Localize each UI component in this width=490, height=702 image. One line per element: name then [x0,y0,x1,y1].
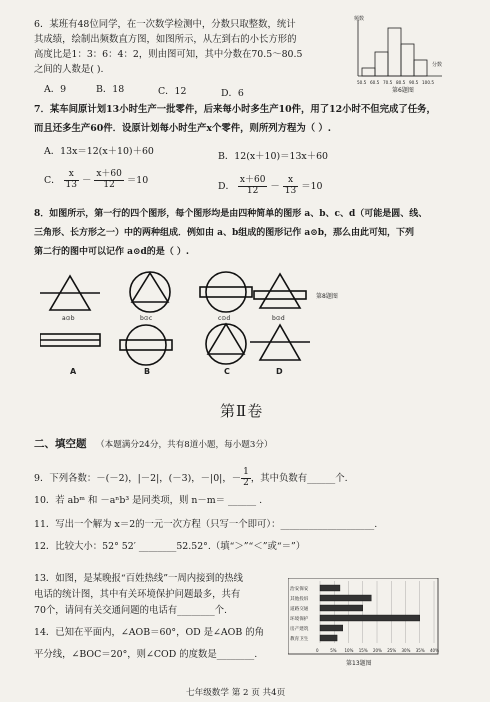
q6-hist-bar [401,44,414,76]
q6-histogram [352,14,448,94]
q13-bar-chart [288,578,444,668]
q13-line2: 电话的统计图，其中有关环境保护问题最多，共有 [34,589,241,600]
q9-frac-num: 1 [243,467,249,477]
q9 [34,468,348,489]
q7-d-frac2-den: 13 [284,185,297,196]
q8-option-label: C [224,367,230,376]
q13-bar [320,635,337,641]
q7-d-frac1-num: x＋60 [239,175,266,185]
q6-line2: 其成绩，绘制出频数直方图，如图所示，从左到右的小长方形的 [34,34,297,45]
q8-line1: 8．如图所示，第一行的四个图形，每个图形均是由四种简单的图形 a、b、c、d（可能是圆、线、 [34,209,428,219]
figure-c-odot-d [200,272,252,312]
part2-title: 二、填空题 [34,438,87,450]
volume-title: 第Ⅱ卷 [220,402,264,420]
q6-caption: 第6题图 [392,87,414,94]
q7-option-c-tail: ＝10 [126,174,149,186]
q13-bar [320,605,363,611]
q6-line3: 高度比是1：3：6：4：2，则由图可知，其中分数在70.5～80.5 [34,49,303,60]
q14-line1: 14．已知在平面内，∠AOB＝60°，OD 是∠AOB 的角 [34,627,264,638]
q13-tick-label: 10% [344,648,354,653]
q6-line4: 之间的人数是( ). [34,64,104,75]
q7-c-frac2-num: x＋60 [96,169,122,179]
part2-note: （本题满分24分，共有8道小题，每小题3分） [96,440,273,450]
q6-hist-bar [414,60,427,76]
q13-category-label: 治安保安 [290,587,309,592]
q6-hist-tick: 100.5 [422,80,434,85]
q13-bar [320,585,340,591]
q9-tail: ，其中负数有______个. [250,472,348,484]
q10-text: 10．若 abᵐ 和 －aⁿb³ 是同类项，则 n－m＝ ______ . [34,495,263,506]
q13-tick-label: 0 [316,648,319,653]
figure-option-b [120,325,172,365]
q13-tick-label: 30% [401,648,411,653]
q6-hist-bar [388,28,401,76]
q8-top-label: a⊙b [62,315,75,322]
q8-figures [40,270,380,380]
q7-line2: 而且还多生产60件．设原计划每小时生产x个零件，则所列方程为（ ）. [34,123,332,134]
q13-tick-label: 20% [373,648,382,653]
q6-hist-tick: 50.5 [357,80,367,85]
q8-option-label: D [276,367,283,376]
q9-frac-den: 2 [243,477,249,488]
q13-category-label: 环境保护 [290,617,309,622]
q7-option-d-tail: ＝10 [301,180,323,192]
figure-a-odot-b [40,276,100,310]
q9-text: 9．下列各数：－(－2)，|－2|，(－3)，－|0|，－ [34,472,242,484]
q7-option-a: A．13x＝12(x＋10)＋60 [44,146,154,157]
q6-hist-tick: 90.5 [409,80,419,85]
q7-option-c-label: C． [44,174,61,186]
q13-line1: 13．如图，是某晚报“百姓热线”一周内接到的热线 [34,573,244,584]
q6-hist-ylabel: 频数 [354,16,365,22]
q7-line1: 7．某车间原计划13小时生产一批零件，后来每小时多生产10件，用了12小时不但完成了任务， [34,104,436,115]
q8-line3: 第二行的图中可以记作 a⊙d的是（ ）. [34,247,190,257]
q13-tick-label: 25% [387,648,397,653]
q6-hist-bar [362,68,375,76]
q8-caption: 第8题图 [316,293,338,300]
q6-option-c: C．12 [158,86,187,97]
q13-tick-label: 35% [415,648,425,653]
q6-option-a: A．9 [44,84,67,95]
figure-b-odot-c [130,272,170,312]
figure-b-odot-d [254,274,306,308]
q7-c-frac1-den: 13 [65,179,77,190]
figure-option-d [250,325,310,360]
figure-option-c [206,324,246,364]
q7-option-d: D． $\frac{x+60}{12}$ － $\frac{x}{13}$ ＝10 [218,175,323,196]
q13-tick-label: 15% [358,648,368,653]
q6-hist-bar [375,52,388,76]
q13-bar [320,625,343,631]
q7-d-frac2-num: x [283,176,298,187]
q13-category-label: 房产建筑 [290,627,309,632]
q14-line2: 平分线，∠BOC＝20°，则∠COD 的度数是________. [34,649,258,660]
q6-option-b: B．18 [96,84,125,95]
q6-line1: 6．某班有48位同学，在一次数学检测中，分数只取整数，统计 [34,19,296,30]
q7-c-frac1-num: x [64,170,79,181]
q13-category-label: 教育卫生 [290,637,309,642]
q8-option-label: B [144,367,151,376]
q6-hist-tick: 60.5 [370,80,380,85]
q8-top-label: b⊙c [140,315,153,322]
q6-option-d: D．6 [221,88,244,99]
q13-bar [320,615,420,621]
q13-category-label: 道路交通 [290,607,309,612]
q8-option-label: A [70,367,77,376]
q13-line3: 70个，请问有关交通问题的电话有________个. [34,605,228,616]
figure-option-a [40,334,100,346]
q6-hist-tick: 80.5 [396,80,406,85]
q13-tick-label: 40% [430,648,439,653]
q6-hist-tick: 70.5 [383,80,393,85]
q8-top-label: c⊙d [218,315,231,322]
q13-category-label: 其他投诉 [290,597,309,602]
q7-option-b: B．12(x＋10)＝13x＋60 [218,151,328,162]
q12-text: 12．比较大小：52° 52′ ________52.52°.（填“＞”“＜”或“＝”） [34,541,306,552]
q11-text: 11．写出一个解为 x＝2的一元一次方程（只写一个即可）：____________________. [34,519,378,530]
q8-line2: 三角形、长方形之一）中的两种组成．例如由 a、b组成的图形记作 a⊙b，那么由此可知，下列 [34,228,415,238]
q13-bar [320,595,371,601]
q7-d-frac1-den: 12 [246,185,259,196]
q6-hist-xlabel: 分数 [432,62,443,68]
page-footer: 七年级数学 第 2 页 共4页 [186,688,286,698]
q7-option-c: C． $\frac{x}{13}$ － $\frac{x+60}{12}$ ＝10 [44,169,149,190]
q7-option-d-label: D． [218,180,235,192]
q13-tick-label: 5% [330,648,337,653]
q8-top-label: b⊙d [272,315,285,322]
q7-c-frac2-den: 12 [103,179,115,190]
q13-caption: 第13题图 [346,660,372,667]
